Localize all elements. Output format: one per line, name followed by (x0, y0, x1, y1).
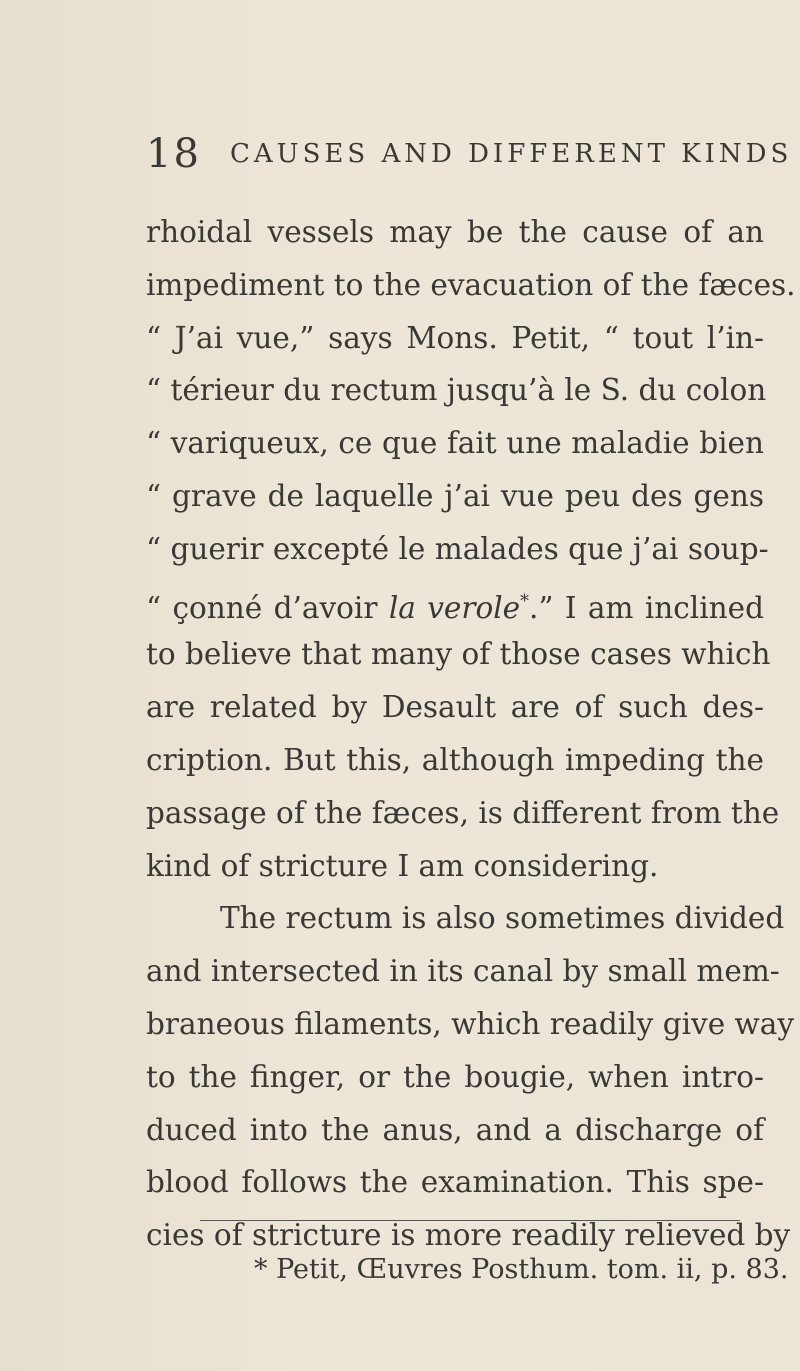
text-line: “ guerir excepté le malades que j’ai soup- (146, 531, 769, 566)
text-line: cies of stricture is more readily relieved by (146, 1218, 791, 1253)
text-line: and intersected in its canal by small mem- (146, 954, 780, 989)
text-line: “ J’ai vue,” says Mons. Petit, “ tout l’in- (146, 320, 764, 355)
running-head (146, 128, 793, 180)
paragraph-start-line: The rectum is also sometimes divided (220, 901, 785, 936)
text-line: braneous filaments, which readily give way (146, 1006, 795, 1041)
text-line: passage of the fæces, is different from the (146, 795, 780, 830)
footnote-marker: * (520, 591, 529, 612)
text-line (146, 576, 764, 629)
text-line: impediment to the evacuation of the fæces. (146, 267, 796, 302)
text-line: cription. But this, although impeding the (146, 742, 764, 777)
text-line: “ térieur du rectum jusqu’à le S. du colon (146, 373, 767, 408)
text-line: are related by Desault are of such des- (146, 690, 764, 725)
text-line: rhoidal vessels may be the cause of an (146, 215, 764, 249)
footnote: * Petit, Œuvres Posthum. tom. ii, p. 83. (254, 1254, 789, 1285)
footnote-rule (200, 1220, 740, 1221)
text-line: to believe that many of those cases which (146, 637, 771, 672)
body-text (146, 206, 796, 1262)
paragraph-end-line: kind of stricture I am considering. (146, 848, 659, 883)
text-line: “ grave de laquelle j’ai vue peu des gens (146, 478, 764, 513)
page-number: 18 (146, 131, 201, 177)
italic-phrase: la verole (388, 590, 521, 625)
text-line: blood follows the examination. This spe- (146, 1165, 764, 1200)
text-line: “ variqueux, ce que fait une maladie bien (146, 426, 764, 461)
text-line: to the finger, or the bougie, when intro- (146, 1059, 764, 1094)
text-segment: .” I am inclined (528, 590, 764, 625)
running-head-title: CAUSES AND DIFFERENT KINDS (230, 139, 793, 169)
text-line: duced into the anus, and a discharge of (146, 1112, 764, 1147)
text-segment: “ çonné d’avoir (146, 590, 389, 625)
